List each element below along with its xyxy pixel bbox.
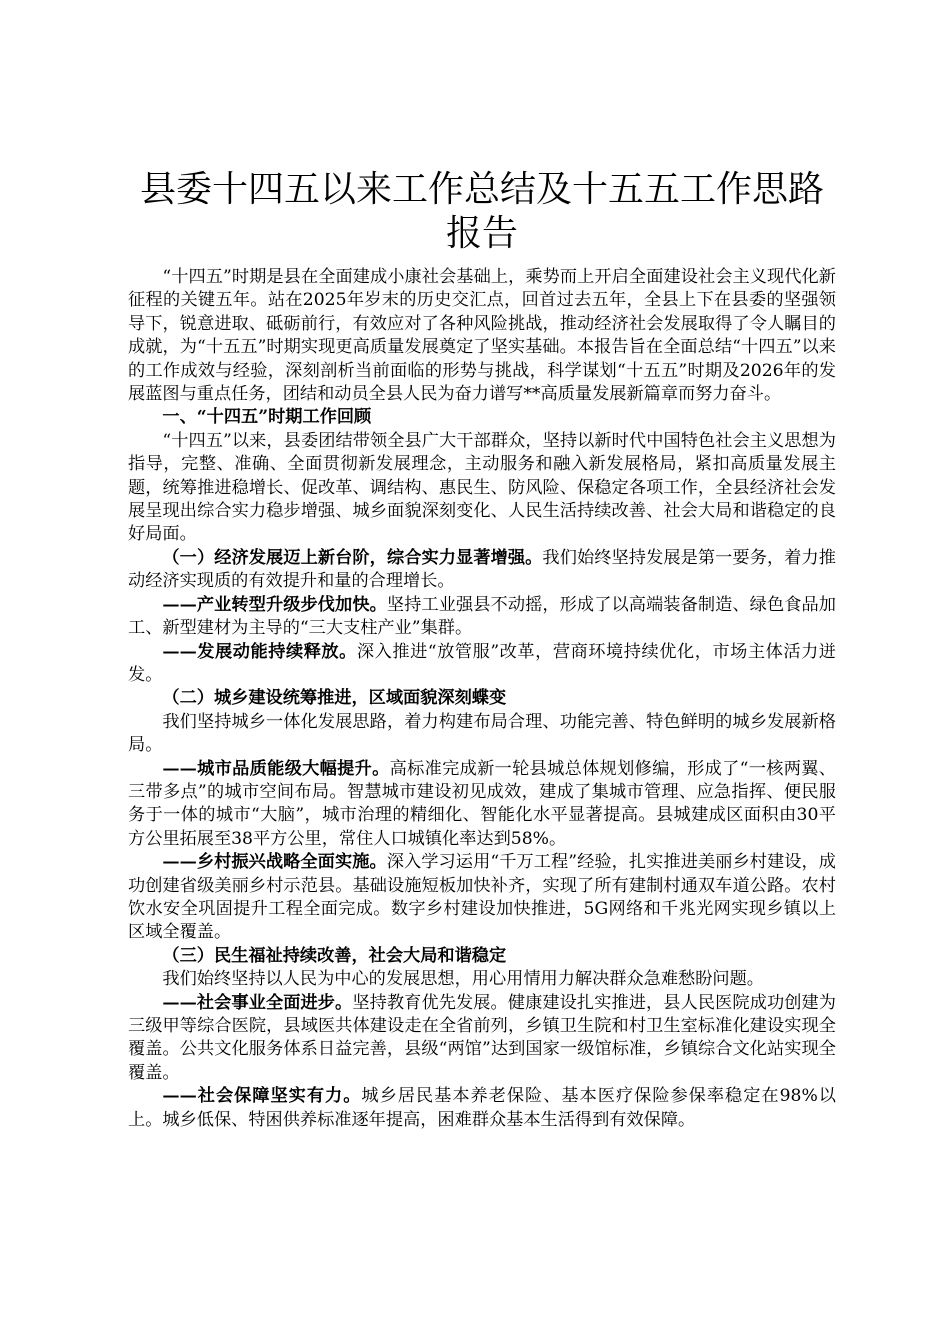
subsection-heading-livelihood: （三）民生福祉持续改善，社会大局和谐稳定 (162, 945, 507, 966)
section-intro-paragraph: “十四五”以来，县委团结带领全县广大干部群众，坚持以新时代中国特色社会主义思想为指导，完整、准确、全面贯彻新发展理念，主动服务和融入新发展格局，紧扣高质量发展主题，统筹推进稳增长、促改革、调结构、惠民生、防风险、保稳定各项工作，全县经济社会发展呈现出综合实力稳步增强、城乡面貌深刻变化、人民生活持续改善、社会大局和谐稳定的良好局面。 (128, 430, 836, 545)
document-page (128, 168, 836, 1132)
city-quality-lead: ——城市品质能级大幅提升。 (162, 758, 390, 779)
document-title: 县委十四五以来工作总结及十五五工作思路报告 (139, 169, 824, 254)
social-undertakings-text: 坚持教育优先发展。健康建设扎实推进，县人民医院成功创建为三级甲等综合医院，县域医共体建设走在全省前列，乡镇卫生院和村卫生室标准化建设实现全覆盖。公共文化服务体系日益完善，县级“两馆”达到国家一级馆标准，乡镇综合文化站实现全覆盖。 (128, 992, 836, 1083)
momentum-text: 深入推进“放管服”改革，营商环境持续优化，市场主体活力迸发。 (128, 641, 836, 685)
social-undertakings-paragraph (128, 992, 836, 1086)
city-quality-paragraph (128, 758, 836, 852)
social-security-paragraph (128, 1085, 836, 1132)
social-undertakings-lead: ——社会事业全面进步。 (162, 992, 353, 1013)
economy-text: 我们始终坚持发展是第一要务，着力推动经济实现质的有效提升和量的合理增长。 (128, 547, 836, 592)
urban-rural-intro: 我们坚持城乡一体化发展思路，着力构建布局合理、功能完善、特色鲜明的城乡发展新格局。 (128, 711, 836, 756)
intro-paragraph: “十四五”时期是县在全面建成小康社会基础上，乘势而上开启全面建设社会主义现代化新征程的关键五年。站在2025年岁末的历史交汇点，回首过去五年，全县上下在县委的坚强领导下，锐意进取、砥砺前行，有效应对了各种风险挑战，推动经济社会发展取得了令人瞩目的成就，为“十五五”时期实现更高质量发展奠定了坚实基础。本报告旨在全面总结“十四五”以来的工作成效与经验，深刻剖析当前面临的形势与挑战，科学谋划“十五五”时期及2026年的发展蓝图与重点任务，团结和动员全县人民为奋力谱写**高质量发展新篇章而努力奋斗。 (128, 267, 836, 405)
momentum-paragraph (128, 641, 836, 688)
subsection-heading-urban-rural: （二）城乡建设统筹推进，区域面貌深刻蝶变 (162, 688, 507, 709)
livelihood-intro: 我们始终坚持以人民为中心的发展思想，用心用情用力解决群众急难愁盼问题。 (162, 969, 764, 990)
rural-revitalization-lead: ——乡村振兴战略全面实施。 (162, 852, 387, 873)
section-heading-review: 一、“十四五”时期工作回顾 (162, 407, 372, 428)
industry-lead: ——产业转型升级步伐加快。 (162, 594, 387, 615)
social-security-text: 城乡居民基本养老保险、基本医疗保险参保率稳定在98%以上。城乡低保、特困供养标准逐年提高，困难群众基本生活得到有效保障。 (128, 1086, 836, 1130)
social-security-lead: ——社会保障坚实有力。 (162, 1086, 362, 1107)
economy-paragraph (128, 547, 836, 594)
rural-revitalization-text: 深入学习运用“千万工程”经验，扎实推进美丽乡村建设，成功创建省级美丽乡村示范县。基础设施短板加快补齐，实现了所有建制村通双车道公路。农村饮水安全巩固提升工程全面完成。数字乡村建设加快推进，5G网络和千兆光网实现乡镇以上区域全覆盖。 (128, 852, 836, 943)
industry-paragraph (128, 594, 836, 641)
city-quality-text: 高标准完成新一轮县城总体规划修编，形成了“一核两翼、三带多点”的城市空间布局。智慧城市建设初见成效，建成了集城市管理、应急指挥、便民服务于一体的城市“大脑”，城市治理的精细化、智能化水平显著提高。县城建成区面积由30平方公里拓展至38平方公里，常住人口城镇化率达到58%。 (128, 758, 836, 849)
rural-revitalization-paragraph (128, 851, 836, 945)
industry-text: 坚持工业强县不动摇，形成了以高端装备制造、绿色食品加工、新型建材为主导的“三大支柱产业”集群。 (128, 594, 836, 639)
economy-lead: （一）经济发展迈上新台阶，综合实力显著增强。 (162, 547, 543, 568)
momentum-lead: ——发展动能持续释放。 (162, 641, 357, 662)
